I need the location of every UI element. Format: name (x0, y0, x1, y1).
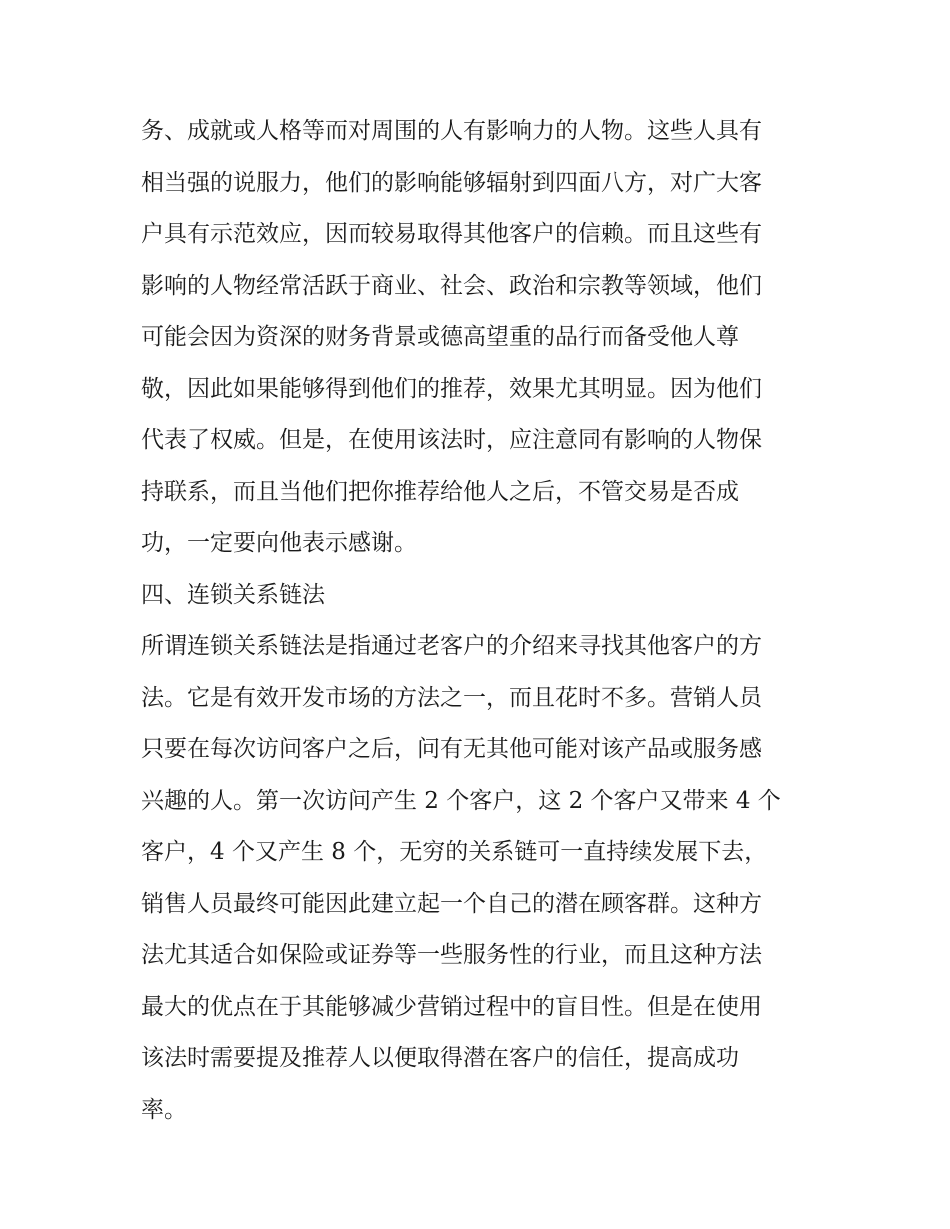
text-line: 户具有示范效应，因而较易取得其他客户的信赖。而且这些有 (141, 221, 762, 247)
text-line: 法。它是有效开发市场的方法之一，而且花时不多。营销人员 (141, 684, 762, 711)
text-line: 只要在每次访问客户之后，问有无其他可能对该产品或服务感 (141, 736, 762, 762)
text-line: 影响的人物经常活跃于商业、社会、政治和宗教等领域，他们 (141, 272, 762, 299)
text-line: 最大的优点在于其能够减少营销过程中的盲目性。但是在使用 (141, 993, 762, 1020)
text-line: 务、成就或人格等而对周围的人有影响力的人物。这些人具有 (141, 118, 762, 144)
text-line: 可能会因为资深的财务背景或德高望重的品行而备受他人尊 (141, 324, 739, 350)
text-line: 该法时需要提及推荐人以便取得潜在客户的信任，提高成功 (141, 1045, 739, 1071)
text-line: 持联系，而且当他们把你推荐给他人之后，不管交易是否成 (141, 478, 739, 505)
text-line: 敬，因此如果能够得到他们的推荐，效果尤其明显。因为他们 (141, 375, 762, 402)
text-line: 法尤其适合如保险或证券等一些服务性的行业，而且这种方法 (141, 942, 762, 968)
document-body (141, 106, 821, 1136)
text-line: 所谓连锁关系链法是指通过老客户的介绍来寻找其他客户的方 (141, 633, 762, 659)
text-line: 率。 (141, 1096, 187, 1123)
section-heading: 四、连锁关系链法 (141, 581, 325, 608)
text-line: 功，一定要向他表示感谢。 (141, 530, 417, 556)
text-line: 客户，4 个又产生 8 个，无穷的关系链可一直持续发展下去， (141, 839, 768, 865)
text-line: 相当强的说服力，他们的影响能够辐射到四面八方，对广大客 (141, 169, 762, 196)
text-line: 代表了权威。但是，在使用该法时，应注意同有影响的人物保 (141, 427, 762, 453)
text-line: 兴趣的人。第一次访问产生 2 个客户，这 2 个客户又带来 4 个 (141, 787, 781, 814)
text-line: 销售人员最终可能因此建立起一个自己的潜在顾客群。这种方 (141, 890, 762, 917)
